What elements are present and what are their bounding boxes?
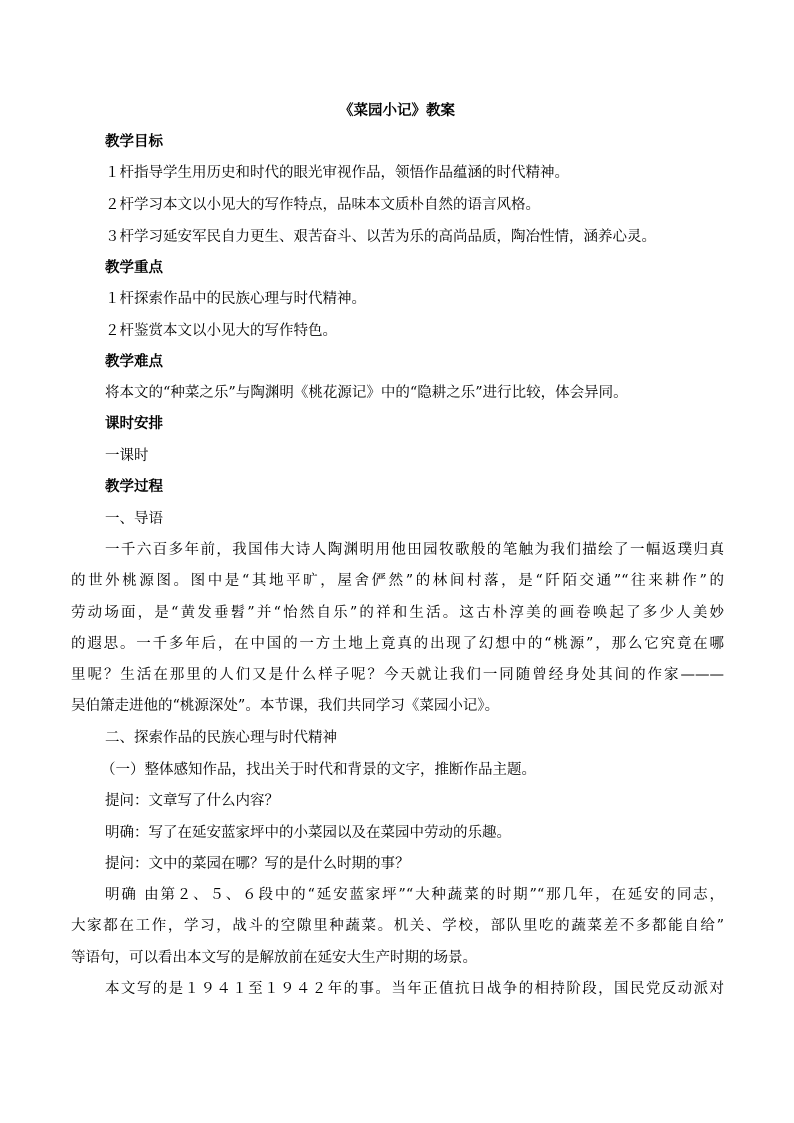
schedule-text: 一课时 (105, 448, 149, 464)
answer-2-line-3: 等语句，可以看出本文写的是解放前在延安大生产时期的场景。 (71, 950, 477, 966)
answer-2-line-1: 明确 由第２、５、６段中的“延安蓝家坪”“大种蔬菜的时期”“那几年，在延安的同志， (105, 887, 724, 903)
process-part-2-heading: 二、探索作品的民族心理与时代精神 (105, 730, 337, 746)
intro-paragraph-line-6: 吴伯箫走进他的“桃源深处”。本节课，我们共同学习《菜园小记》。 (71, 698, 500, 714)
process-part-2-subheading: （一）整体感知作品，找出关于时代和背景的文字，推断作品主题。 (101, 762, 536, 778)
answer-2-line-2: 大家都在工作，学习，战斗的空隙里种蔬菜。机关、学校，部队里吃的蔬菜差不多都能自给” (71, 918, 724, 934)
section-heading-key-points: 教学重点 (105, 259, 163, 276)
process-part-1-heading: 一、导语 (105, 511, 163, 527)
key-point-item-1: １杆探索作品中的民族心理与时代精神。 (105, 291, 366, 307)
goal-item-3: ３杆学习延安军民自力更生、艰苦奋斗、以苦为乐的高尚品质，陶冶性情，涵养心灵。 (105, 229, 656, 245)
intro-paragraph-line-5: 里呢？生活在那里的人们又是什么样子呢？今天就让我们一同随曾经身处其间的作家——— (71, 667, 724, 683)
difficulty-item-1: 将本文的“种菜之乐”与陶渊明《桃花源记》中的“隐耕之乐”进行比较，体会异同。 (105, 385, 628, 401)
question-2: 提问：文中的菜园在哪？写的是什么时期的事？ (105, 856, 410, 872)
answer-1: 明确：写了在延安蓝家坪中的小菜园以及在菜园中劳动的乐趣。 (105, 825, 511, 841)
intro-paragraph-line-1: 一千六百多年前，我国伟大诗人陶渊明用他田园牧歌般的笔触为我们描绘了一幅返璞归真 (105, 542, 724, 558)
document-title: 《菜园小记》教案 (339, 102, 455, 119)
section-heading-goals: 教学目标 (105, 133, 163, 150)
background-paragraph-line-1: 本文写的是１９４１至１９４２年的事。当年正值抗日战争的相持阶段，国民党反动派对 (105, 981, 724, 997)
key-point-item-2: ２杆鉴赏本文以小见大的写作特色。 (105, 323, 337, 339)
goal-item-2: ２杆学习本文以小见大的写作特点，品味本文质朴自然的语言风格。 (105, 197, 540, 213)
section-heading-process: 教学过程 (105, 478, 163, 495)
intro-paragraph-line-4: 的遐思。一千多年后，在中国的一方土地上竟真的出现了幻想中的“桃源”，那么它究竟在哪 (71, 636, 724, 652)
question-1: 提问：文章写了什么内容？ (105, 793, 279, 809)
intro-paragraph-line-2: 的世外桃源图。图中是“其地平旷，屋舍俨然”的林间村落，是“阡陌交通”“往来耕作”的 (71, 573, 724, 589)
section-heading-difficulties: 教学难点 (105, 353, 163, 370)
section-heading-schedule: 课时安排 (105, 415, 163, 432)
goal-item-1: １杆指导学生用历史和时代的眼光审视作品，领悟作品蕴涵的时代精神。 (105, 165, 569, 181)
intro-paragraph-line-3: 劳动场面，是“黄发垂髫”并“怡然自乐”的祥和生活。这古朴淳美的画卷唤起了多少人美妙 (71, 605, 724, 621)
